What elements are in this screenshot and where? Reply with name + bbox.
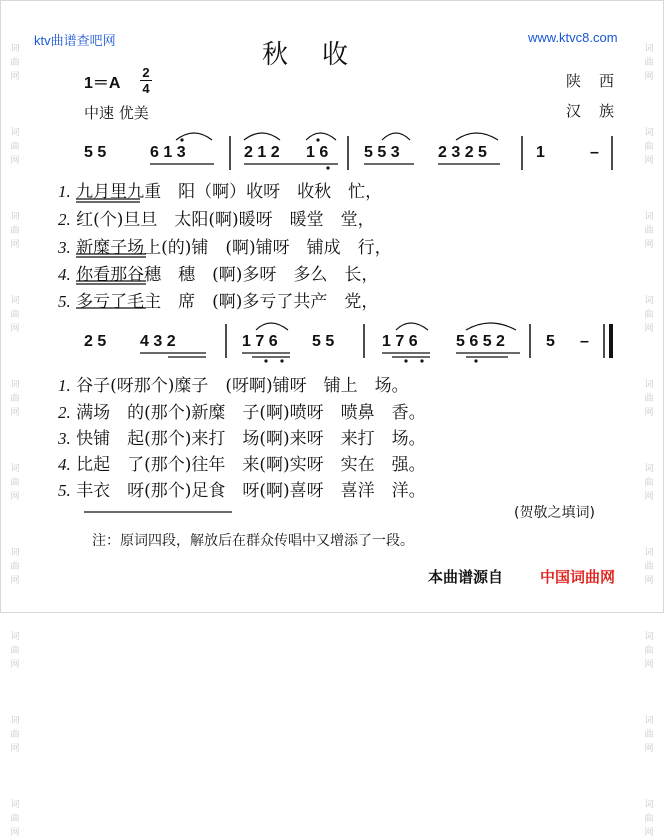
s2-note-group-4: 5 5: [312, 333, 335, 350]
lyric-text: 丰衣 呀(那个)足食 呀(啊)喜呀 喜洋 洋。: [76, 481, 426, 501]
watermark-glyph: 曲: [644, 310, 654, 320]
lyricist-credit: (贺敬之填词): [514, 505, 595, 521]
watermark-glyph: 网: [10, 408, 20, 418]
verse-number: 5.: [58, 292, 71, 311]
verse-number: 2.: [58, 210, 71, 229]
watermark-glyph: 词: [10, 44, 20, 54]
s2-note-group-2: 4 3 2: [140, 333, 176, 350]
time-signature-bottom: 4: [142, 81, 150, 96]
watermark-glyph: 网: [10, 660, 20, 670]
watermark-glyph: 曲: [10, 58, 20, 68]
watermark-glyph: 网: [644, 156, 654, 166]
song-title: 秋收: [262, 40, 383, 70]
watermark-glyph: 曲: [644, 646, 654, 656]
watermark-glyph: 网: [644, 744, 654, 754]
lyric-text: 满场 的(那个)新糜 子(啊)喷呀 喷鼻 香。: [76, 403, 426, 423]
lyric-text: 快铺 起(那个)来打 场(啊)来呀 来打 场。: [76, 429, 426, 449]
origin-ethnicity: 汉族: [566, 102, 633, 120]
source-label: 本曲谱源自: [428, 568, 504, 586]
verse-number: 3.: [58, 429, 71, 448]
lyric-text: 比起 了(那个)往年 来(啊)实呀 实在 强。: [76, 455, 426, 475]
site-url-right[interactable]: www.ktvc8.com: [528, 30, 618, 45]
watermark-glyph: 网: [10, 240, 20, 250]
s2-note-group-1: 2 5: [84, 333, 107, 350]
s1-note-group-2: 6 1 3: [150, 144, 186, 161]
watermark-glyph: 词: [644, 548, 654, 558]
beam-underlines: [140, 164, 520, 357]
verse-number: 1.: [58, 376, 71, 395]
watermark-glyph: 词: [10, 464, 20, 474]
site-name-left[interactable]: ktv曲谱查吧网: [34, 33, 116, 48]
s2-note-group-3: 1 7 6: [242, 333, 278, 350]
s1-note-group-5: 5 5 3: [364, 144, 400, 161]
lyric-text: 多亏了毛主 席 (啊)多亏了共产 党，: [76, 292, 379, 312]
watermark-glyph: 词: [644, 128, 654, 138]
watermark-glyph: 网: [644, 72, 654, 82]
s1-note-group-3: 2 1 2: [244, 144, 280, 161]
watermark-glyph: 词: [644, 212, 654, 222]
watermark-glyph: 网: [644, 240, 654, 250]
s1-note-group-6: 2 3 2 5: [438, 144, 487, 161]
watermark-glyph: 网: [10, 324, 20, 334]
watermark-glyph: 曲: [644, 226, 654, 236]
watermark-glyph: 曲: [10, 142, 20, 152]
source-site-link[interactable]: 中国词曲网: [540, 568, 616, 586]
watermark-glyph: 网: [10, 492, 20, 502]
watermark-glyph: 词: [644, 380, 654, 390]
watermark-glyph: 曲: [644, 730, 654, 740]
s1-note-group-4: 1 6: [306, 144, 329, 161]
watermark-glyph: 曲: [644, 142, 654, 152]
watermark-glyph: 词: [644, 296, 654, 306]
watermark-glyph: 曲: [10, 562, 20, 572]
watermark-glyph: 曲: [10, 478, 20, 488]
watermark-glyph: 曲: [644, 58, 654, 68]
watermark-glyph: 网: [644, 324, 654, 334]
watermark-glyph: 曲: [10, 814, 20, 824]
lyric-text: 谷子(呀那个)糜子 (呀啊)铺呀 铺上 场。: [76, 376, 409, 396]
watermark-glyph: 网: [644, 576, 654, 586]
watermark-glyph: 曲: [644, 478, 654, 488]
watermark-glyph: 词: [644, 44, 654, 54]
octave-dots: [180, 138, 477, 362]
watermark-glyph: 网: [644, 408, 654, 418]
watermark-glyph: 曲: [10, 730, 20, 740]
lyric-text: 红(个)旦旦 太阳(啊)暖呀 暖堂 堂，: [76, 210, 375, 230]
watermark-glyph: 词: [10, 632, 20, 642]
watermark-glyph: 词: [644, 632, 654, 642]
verse-number: 5.: [58, 481, 71, 500]
watermark-glyph: 词: [644, 464, 654, 474]
watermark-glyph: 曲: [10, 394, 20, 404]
watermark-glyph: 词: [644, 800, 654, 810]
watermark-glyph: 词: [10, 128, 20, 138]
watermark-glyph: 网: [10, 72, 20, 82]
lyric-text: 九月里九重 阳（啊）收呀 收秋 忙，: [76, 182, 383, 202]
watermark-glyph: 曲: [644, 814, 654, 824]
s2-note-group-8: –: [580, 333, 589, 350]
verse-number: 4.: [58, 455, 71, 474]
watermark-glyph: 词: [10, 212, 20, 222]
verse-number: 2.: [58, 403, 71, 422]
s2-note-group-5: 1 7 6: [382, 333, 418, 350]
watermark-glyph: 曲: [644, 562, 654, 572]
watermark-glyph: 网: [644, 492, 654, 502]
watermark-glyph: 词: [10, 800, 20, 810]
verse-number: 1.: [58, 182, 71, 201]
lyric-text: 你看那谷穗 穗 (啊)多呀 多么 长，: [76, 265, 379, 285]
origin-region: 陕西: [566, 72, 633, 90]
watermark-glyph: 曲: [10, 226, 20, 236]
key-signature: 1＝A: [84, 75, 121, 92]
watermark-glyph: 网: [10, 744, 20, 754]
watermark-glyph: 词: [10, 716, 20, 726]
s2-note-group-6: 5 6 5 2: [456, 333, 505, 350]
watermark-glyph: 网: [10, 828, 20, 838]
watermark-glyph: 网: [10, 156, 20, 166]
lyric-text: 新糜子场上(的)铺 (啊)铺呀 铺成 行，: [76, 238, 392, 258]
watermark-glyph: 网: [10, 576, 20, 586]
watermark-glyph: 曲: [10, 310, 20, 320]
watermark-glyph: 词: [10, 548, 20, 558]
watermark-glyph: 网: [644, 828, 654, 838]
footnote: 注：原词四段，解放后在群众传唱中又增添了一段。: [92, 533, 414, 549]
watermark-glyph: 曲: [10, 646, 20, 656]
s1-note-group-7: 1: [536, 144, 545, 161]
slurs: [176, 133, 516, 330]
s2-note-group-7: 5: [546, 333, 555, 350]
s1-note-group-8: –: [590, 144, 599, 161]
lyric-underlines: [76, 199, 146, 308]
watermark-glyph: 曲: [644, 394, 654, 404]
watermark-glyph: 词: [644, 716, 654, 726]
s1-note-group-1: 5 5: [84, 144, 107, 161]
watermark-glyph: 网: [644, 660, 654, 670]
time-signature-top: 2: [142, 65, 150, 80]
tempo-marking: 中速 优美: [84, 104, 149, 122]
watermark-glyph: 词: [10, 380, 20, 390]
verse-number: 3.: [58, 238, 71, 257]
watermark-glyph: 词: [10, 296, 20, 306]
verse-number: 4.: [58, 265, 71, 284]
